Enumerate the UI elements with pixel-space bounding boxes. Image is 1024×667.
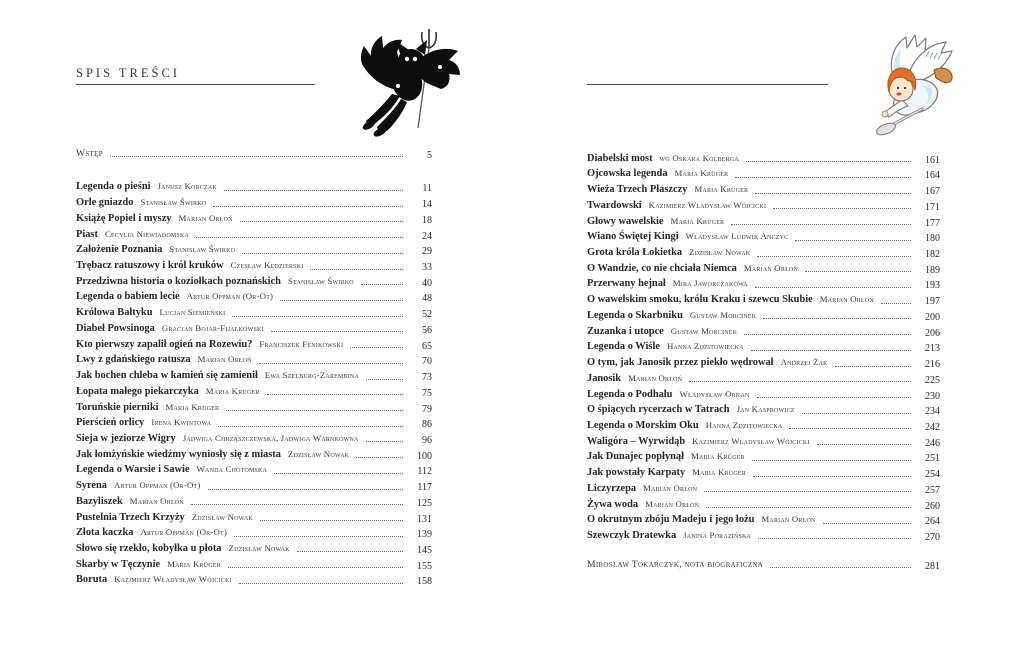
dot-leader (755, 193, 911, 194)
entry-page-number: 264 (925, 516, 940, 528)
entry-page-number: 234 (925, 406, 940, 418)
dot-leader (350, 347, 403, 348)
entry-author: Mira Jaworczakowa (672, 278, 748, 289)
entry-page-number: 139 (417, 529, 432, 541)
entry-page-number: 33 (422, 262, 432, 274)
entry-title: Jak powstały Karpaty (587, 467, 686, 479)
entry-title: Janosik (587, 372, 622, 384)
dot-leader (773, 208, 911, 209)
dot-leader (744, 334, 911, 335)
entry-author: Franciszek Fenikowski (259, 338, 344, 349)
dot-leader (753, 476, 911, 477)
left-heading-rule (76, 84, 315, 85)
dot-leader (735, 177, 911, 178)
entry-author: Władysław Orkan (679, 388, 750, 399)
left-page-toc-list (76, 145, 432, 587)
entry-page-number: 270 (925, 531, 940, 543)
dot-leader (224, 190, 403, 191)
entry-page-number: 131 (417, 513, 432, 525)
entry-author: Marian Orłoń (645, 498, 700, 509)
entry-title: Bazyliszek (76, 495, 123, 507)
entry-title: Legenda o Skarbniku (587, 309, 683, 321)
dot-leader (274, 473, 403, 474)
dot-leader (823, 523, 911, 524)
entry-title: Lwy z gdańskiego ratusza (76, 354, 191, 366)
dot-leader (218, 426, 403, 427)
entry-page-number: 251 (925, 453, 940, 465)
dot-leader (234, 536, 403, 537)
entry-title: O śpiących rycerzach w Tatrach (587, 404, 730, 416)
entry-title: Orle gniazdo (76, 197, 134, 209)
entry-page-number: 161 (925, 154, 940, 166)
entry-author: Czesław Kędzierski (230, 260, 304, 271)
entry-page-number: 242 (925, 421, 940, 433)
entry-author: Marian Orłoń (178, 212, 233, 223)
dot-leader (817, 444, 911, 445)
entry-page-number: 5 (427, 149, 432, 161)
dot-leader (239, 583, 403, 584)
dot-leader (706, 507, 911, 508)
entry-author: Lucjan Siemieński (159, 307, 226, 318)
dot-leader (366, 379, 403, 380)
entry-author: Janusz Korczak (157, 181, 217, 192)
entry-page-number: 260 (925, 500, 940, 512)
entry-page-number: 14 (422, 199, 432, 211)
dot-leader (704, 491, 911, 492)
entry-title: Diabelski most (587, 152, 653, 164)
entry-title: Wstęp (76, 147, 103, 159)
entry-author: Marian Orłoń (819, 294, 874, 305)
entry-page-number: 171 (925, 201, 940, 213)
entry-author: Zdzisław Nowak (228, 542, 290, 553)
entry-author: Stanisław Świrko (169, 244, 236, 255)
entry-page-number: 125 (417, 497, 432, 509)
entry-page-number: 167 (925, 186, 940, 198)
entry-title: Kto pierwszy zapalił ogień na Rozewiu? (76, 338, 253, 350)
entry-page-number: 75 (422, 387, 432, 399)
entry-page-number: 40 (422, 277, 432, 289)
dot-leader (191, 504, 403, 505)
entry-title: Pustelnia Trzech Krzyży (76, 511, 185, 523)
dot-leader (242, 253, 403, 254)
entry-page-number: 48 (422, 293, 432, 305)
entry-text (587, 554, 763, 572)
entry-title: Jak Dunajec popłynął (587, 451, 685, 463)
dot-leader (731, 224, 911, 225)
dot-leader (228, 567, 403, 568)
entry-page-number: 11 (422, 183, 432, 195)
entry-author: wg Oskara Kolberga (659, 152, 739, 163)
entry-title: Głowy wawelskie (587, 215, 664, 227)
dot-leader (232, 316, 403, 317)
dot-leader (267, 394, 403, 395)
entry-title: Pierścień orlicy (76, 417, 145, 429)
entry-title: Założenie Poznania (76, 244, 163, 256)
entry-page-number: 182 (925, 249, 940, 261)
entry-title: Waligóra – Wyrwidąb (587, 435, 686, 447)
dot-leader (196, 237, 403, 238)
entry-text (587, 525, 751, 543)
dot-leader (259, 363, 403, 364)
dot-leader (271, 331, 403, 332)
entry-page-number: 79 (422, 403, 432, 415)
right-page-toc-list (587, 150, 940, 572)
entry-page-number: 230 (925, 390, 940, 402)
entry-title: Wiano Świętej Kingi (587, 231, 679, 243)
angel-illustration (870, 30, 964, 142)
entry-author: Władysław Ludwik Anczyc (685, 231, 789, 242)
entry-author: Ewa Szelburg-Zarembina (264, 370, 360, 381)
entry-page-number: 225 (925, 374, 940, 386)
entry-page-number: 158 (417, 576, 432, 588)
entry-page-number: 18 (422, 214, 432, 226)
entry-title: Książę Popiel i myszy (76, 212, 172, 224)
entry-author: Jan Kasprowicz (736, 404, 795, 415)
entry-page-number: 100 (417, 450, 432, 462)
entry-title: O wawelskim smoku, królu Kraku i szewcu Skubie (587, 294, 813, 306)
entry-title: Legenda o Warsie i Sawie (76, 464, 190, 476)
entry-author: Zdzisław Nowak (287, 448, 350, 459)
entry-title: Piast (76, 228, 98, 240)
dot-leader (280, 300, 403, 301)
dot-leader (758, 538, 911, 539)
entry-title: Przedziwna historia o koziołkach poznańskich (76, 275, 281, 287)
entry-page-number: 257 (925, 484, 940, 496)
entry-page-number: 281 (925, 560, 940, 572)
entry-author: Maria Krüger (205, 385, 260, 396)
entry-page-number: 200 (925, 311, 940, 323)
entry-page-number: 246 (925, 437, 940, 449)
right-heading-rule (587, 84, 828, 85)
entry-page-number: 29 (422, 246, 432, 258)
entry-page-number: 189 (925, 264, 940, 276)
entry-page-number: 193 (925, 280, 940, 292)
toc-entry (76, 572, 432, 588)
entry-author: Gustaw Morcinek (670, 325, 738, 336)
entry-page-number: 117 (417, 482, 432, 494)
dot-leader (213, 206, 403, 207)
entry-author: Artur Oppman (Or-Ot) (113, 480, 201, 491)
entry-author: Marian Orłoń (743, 262, 798, 273)
dot-leader (260, 520, 403, 521)
entry-title: Sieja w jeziorze Wigry (76, 432, 176, 444)
entry-page-number: 86 (422, 419, 432, 431)
entry-title: Diabeł Powsinoga (76, 322, 155, 334)
entry-author: Maria Krüger (674, 168, 729, 179)
dot-leader (755, 287, 911, 288)
toc-entry (76, 145, 432, 161)
entry-title: Legenda o pieśni (76, 181, 151, 193)
entry-text (76, 569, 232, 587)
entry-title: Mirosław Tokarczyk, nota biograficzna (587, 558, 764, 570)
entry-author: Marian Orłoń (761, 514, 816, 525)
dot-leader (361, 284, 403, 285)
entry-title: Jak łomżyńskie wiedźmy wyniosły się z miasta (76, 448, 281, 460)
entry-author: Jadwiga Chrząszczewska, Jadwiga Warnkówna (182, 432, 359, 443)
dot-leader (881, 303, 911, 304)
entry-author: Artur Oppman (Or-Ot) (186, 291, 274, 302)
dot-leader (795, 240, 911, 241)
dot-leader (310, 269, 403, 270)
entry-author: Gustaw Morcinek (689, 309, 757, 320)
entry-author: Wanda Chotomska (196, 464, 268, 475)
dot-leader (297, 551, 403, 552)
entry-page-number: 56 (422, 324, 432, 336)
entry-author: Zdzisław Nowak (191, 511, 253, 522)
entry-text (76, 143, 103, 161)
dot-leader (226, 410, 403, 411)
entry-author: Marian Orłoń (643, 482, 698, 493)
entry-author: Zdzisław Nowak (689, 247, 751, 258)
entry-page-number: 145 (417, 544, 432, 556)
entry-title: Królowa Bałtyku (76, 307, 153, 319)
entry-page-number: 73 (422, 372, 432, 384)
entry-page-number: 216 (925, 359, 940, 371)
dot-leader (757, 256, 911, 257)
entry-title: O Wandzie, co nie chciała Niemca (587, 262, 737, 274)
entry-page-number: 52 (422, 309, 432, 321)
entry-author: Marian Orłoń (628, 372, 683, 383)
entry-title: Ojcowska legenda (587, 168, 668, 180)
entry-author: Marian Orłoń (197, 354, 252, 365)
entry-page-number: 164 (925, 170, 940, 182)
entry-title: Złota kaczka (76, 527, 134, 539)
entry-title: Słowo się rzekło, kobyłka u płota (76, 542, 222, 554)
dot-leader (770, 567, 911, 568)
entry-page-number: 206 (925, 327, 940, 339)
entry-title: Wieża Trzech Płaszczy (587, 184, 688, 196)
entry-author: Stanisław Świrko (287, 275, 354, 286)
dot-leader (208, 489, 403, 490)
entry-title: Trębacz ratuszowy i król kruków (76, 260, 224, 272)
dot-leader (805, 271, 911, 272)
entry-author: Artur Oppman (Or-Ot) (140, 527, 228, 538)
dot-leader (802, 413, 911, 414)
entry-author: Hanna Zdzitowiecka (705, 419, 783, 430)
entry-page-number: 254 (925, 469, 940, 481)
dot-leader (240, 221, 403, 222)
entry-author: Janina Porazińska (683, 529, 752, 540)
dot-leader (356, 457, 403, 458)
dot-leader (789, 428, 911, 429)
entry-title: Legenda o babiem lecie (76, 291, 180, 303)
entry-title: Toruńskie pierniki (76, 401, 159, 413)
entry-title: Liczyrzepa (587, 482, 637, 494)
entry-title: Zuzanka i utopce (587, 325, 664, 337)
entry-title: Żywa woda (587, 498, 639, 510)
toc-entry (587, 527, 940, 543)
entry-page-number: 180 (925, 233, 940, 245)
dot-leader (751, 350, 911, 351)
dot-leader (366, 441, 403, 442)
dot-leader (110, 156, 403, 157)
entry-title: O tym, jak Janosik przez piekło wędrował (587, 357, 774, 369)
entry-page-number: 213 (925, 343, 940, 355)
entry-title: Szewczyk Dratewka (587, 529, 677, 541)
dot-leader (757, 397, 911, 398)
entry-page-number: 65 (422, 340, 432, 352)
entry-author: Maria Krüger (165, 401, 220, 412)
dot-leader (752, 460, 911, 461)
entry-title: Syrena (76, 480, 107, 492)
entry-author: Hanna Zdzitowiecka (666, 341, 744, 352)
entry-page-number: 70 (422, 356, 432, 368)
dot-leader (763, 318, 911, 319)
entry-title: Legenda o Podhalu (587, 388, 673, 400)
toc-entry (587, 556, 940, 572)
entry-author: Gracjan Bojar-Fijałkowski (161, 322, 264, 333)
entry-title: Legenda o Wiśle (587, 341, 660, 353)
dot-leader (689, 381, 911, 382)
entry-title: Przerwany hejnał (587, 278, 666, 290)
entry-author: Andrzej Żak (780, 357, 828, 368)
entry-page-number: 177 (925, 217, 940, 229)
entry-author: Maria Krüger (670, 215, 725, 226)
entry-title: Legenda o Morskim Oku (587, 419, 699, 431)
entry-title: Łopata małego piekarczyka (76, 385, 199, 397)
entry-title: O okrutnym zbóju Madeju i jego łożu (587, 514, 755, 526)
dot-leader (835, 366, 911, 367)
entry-author: Maria Krüger (691, 451, 745, 462)
entry-author: Cecylia Niewiadomska (104, 228, 190, 239)
entry-author: Kazimierz Władysław Wójcicki (692, 435, 810, 446)
entry-page-number: 112 (417, 466, 432, 478)
entry-page-number: 155 (417, 560, 432, 572)
entry-author: Maria Krüger (167, 558, 221, 569)
entry-author: Irena Kwintowa (151, 417, 212, 428)
devil-bat-illustration (350, 22, 464, 140)
entry-title: Jak bochen chleba w kamień się zamienił (76, 370, 258, 382)
entry-author: Kazimierz Władysław Wójcicki (648, 199, 767, 210)
page-title: SPIS TREŚCI (76, 66, 180, 80)
entry-page-number: 197 (925, 296, 940, 308)
entry-author: Kazimierz Władysław Wójcicki (114, 574, 232, 585)
entry-author: Marian Orłoń (129, 495, 184, 506)
entry-page-number: 24 (422, 230, 432, 242)
entry-author: Maria Krüger (692, 467, 746, 478)
entry-title: Grota króla Łokietka (587, 247, 683, 259)
dot-leader (746, 161, 911, 162)
entry-author: Stanisław Świrko (140, 197, 207, 208)
entry-title: Twardowski (587, 199, 642, 211)
entry-title: Skarby w Tęczynie (76, 558, 161, 570)
entry-author: Maria Krüger (694, 184, 749, 195)
entry-page-number: 96 (422, 434, 432, 446)
entry-title: Boruta (76, 574, 108, 586)
